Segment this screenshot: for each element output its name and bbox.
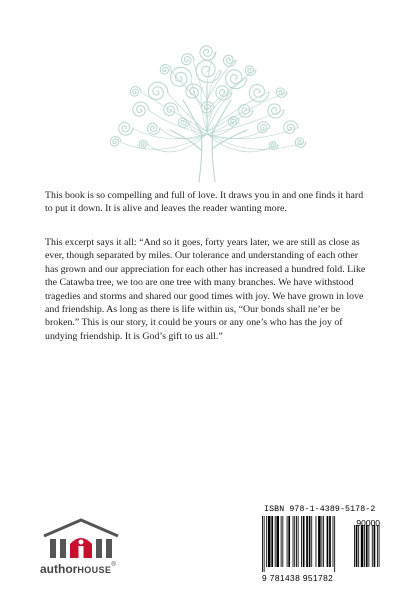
barcode-bar xyxy=(288,516,290,567)
barcode-bar xyxy=(358,525,359,567)
addon-barcode-graphic xyxy=(354,525,380,572)
barcode-bar xyxy=(266,516,267,567)
barcode-bar xyxy=(316,516,317,567)
publisher-name-part1: author xyxy=(40,562,78,576)
tree-swirl xyxy=(181,54,194,65)
publisher-name xyxy=(40,562,116,576)
excerpt-paragraph: This excerpt says it all: “And so it goes, forty years later, we are still as close as ever, though separated by miles. Our tolerance and understanding of each other has grown and our appreciation for each other has increased a hundred fold. Like the Catawba tree, we too are one tree with many branches. We have withstood tragedies and storms and shared our good times with joy. We have grown in love and friendship. As long as there is life within us, “Our bonds shall ne’er be broken.” This is our story, it could be yours or any one’s who has the joy of undying friendship. It is God’s gift to us all.” xyxy=(45,237,366,342)
tree-swirl xyxy=(257,122,270,133)
tree-swirl xyxy=(170,67,192,86)
barcode-bar xyxy=(354,525,355,567)
barcode-bar xyxy=(333,516,334,567)
description-paragraph: This book is so compelling and full of love. It draws you in and one finds it hard to put it down. It is alive and leaves the reader wanting more. xyxy=(45,190,364,215)
barcode-bar xyxy=(356,525,358,567)
tree-swirl xyxy=(110,137,121,146)
barcode-bar xyxy=(281,516,282,567)
ean-number: 9 781438 951782 xyxy=(262,573,334,583)
barcode-bar xyxy=(306,516,308,567)
barcode-bar xyxy=(271,516,273,567)
barcode-bar xyxy=(322,516,323,567)
barcode-bar xyxy=(276,516,279,567)
tree-branch xyxy=(207,134,305,149)
barcode-bar xyxy=(327,516,329,567)
house-icon xyxy=(40,518,122,560)
barcode-bar xyxy=(309,516,311,567)
swirl-tree-illustration xyxy=(95,30,320,185)
tree-swirl xyxy=(164,103,178,116)
barcode-bar xyxy=(311,516,312,567)
barcode-bar xyxy=(287,516,288,567)
addon-number: 90000 xyxy=(356,518,380,528)
tree-swirl xyxy=(139,141,148,149)
barcode-bar xyxy=(303,516,305,567)
barcode-bar xyxy=(364,525,365,567)
tree-swirl xyxy=(196,60,221,82)
barcode-bar xyxy=(368,525,369,567)
barcode-bar xyxy=(301,516,302,567)
barcode-bar xyxy=(262,516,263,572)
barcode-bar xyxy=(275,516,276,567)
barcode-bar xyxy=(318,516,321,567)
barcode-bar xyxy=(294,516,295,567)
barcode-bar xyxy=(268,516,271,567)
barcode-bar xyxy=(366,525,368,567)
tree-branch xyxy=(120,134,207,149)
tree-swirl xyxy=(160,65,171,74)
barcode-bar xyxy=(264,516,265,572)
tree-swirl xyxy=(148,82,168,99)
isbn-barcode xyxy=(262,505,380,583)
tree-branch xyxy=(140,92,207,132)
barcode-bar xyxy=(296,516,297,567)
publisher-name-part2: HOUSE xyxy=(77,565,112,575)
barcode-bar xyxy=(379,525,380,567)
ean-barcode-graphic xyxy=(262,516,350,572)
barcode-bar xyxy=(282,516,283,567)
barcode-bar xyxy=(377,525,378,567)
barcode-bar xyxy=(334,516,335,572)
registered-mark: ® xyxy=(111,562,116,568)
publisher-logo xyxy=(40,518,122,578)
barcode-bar xyxy=(323,516,324,567)
tree-swirl xyxy=(119,123,133,136)
tree-branch xyxy=(207,122,238,136)
tree-swirl xyxy=(133,102,149,116)
tree-swirl xyxy=(228,117,239,126)
tree-swirl xyxy=(223,55,236,66)
barcode-bar xyxy=(361,525,364,567)
barcode-bar xyxy=(293,516,294,567)
barcode-bar xyxy=(374,525,376,567)
tree-swirl xyxy=(130,87,141,96)
barcode-bar xyxy=(372,525,373,567)
isbn-label: ISBN 978-1-4389-5178-2 xyxy=(264,505,376,514)
tree-swirl xyxy=(216,86,232,100)
barcode-bar xyxy=(298,516,299,567)
tree-swirl xyxy=(147,123,160,134)
barcode-bar xyxy=(329,516,331,567)
tree-swirl xyxy=(200,46,216,60)
